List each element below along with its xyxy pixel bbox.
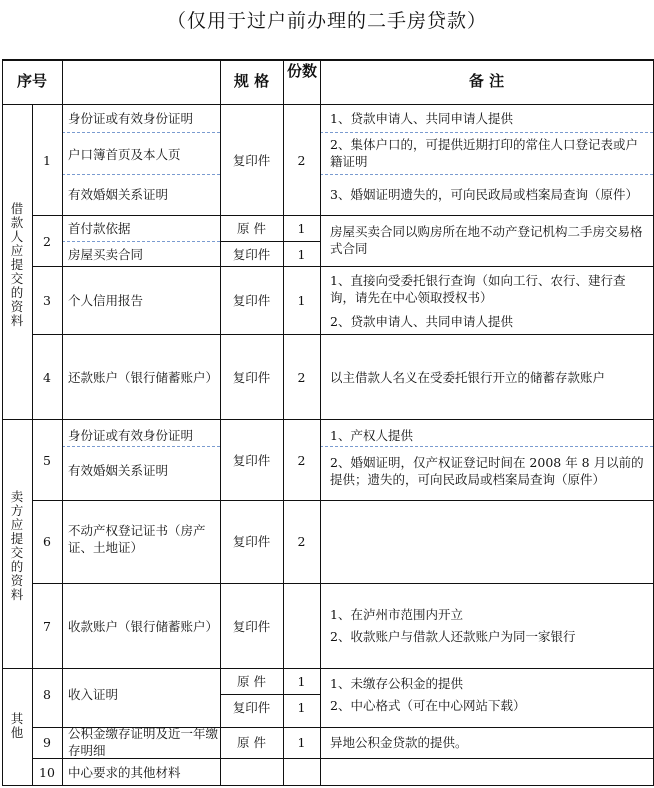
spec-value: 原 件	[237, 221, 266, 236]
count-value: 1	[297, 674, 306, 689]
item-label: 还款账户（银行储蓄账户）	[68, 370, 219, 385]
row-number: 2	[43, 234, 51, 249]
remark-text: 2、收款账户与借款人还款账户为同一家银行	[330, 629, 576, 644]
count-value: 1	[297, 247, 306, 262]
item-label: 户口簿首页及本人页	[68, 147, 181, 162]
item-label: 有效婚姻关系证明	[68, 187, 169, 202]
remark-text: 1、在泸州市范围内开立	[330, 607, 463, 622]
remark-text: 3、婚姻证明遗失的，可向民政局或档案局查询（原件）	[330, 187, 638, 202]
item-label: 房屋买卖合同	[68, 247, 144, 262]
item-label: 个人信用报告	[68, 293, 144, 308]
row-number: 4	[43, 370, 51, 385]
row-number: 10	[39, 765, 55, 780]
remark-text: 异地公积金贷款的提供。	[330, 735, 468, 750]
remark-text: 1、产权人提供	[330, 428, 413, 443]
spec-value: 原 件	[237, 735, 266, 750]
header-seq: 序号	[16, 72, 47, 90]
row-number: 3	[43, 293, 51, 308]
remark-text: 2、集体户口的，可提供近期打印的常住人口登记表或户籍证明	[330, 137, 638, 169]
remark-text: 房屋买卖合同以购房所在地不动产登记机构二手房交易格式合同	[330, 224, 643, 256]
count-value: 2	[297, 153, 306, 168]
page-title: （仅用于过户前办理的二手房贷款）	[166, 10, 487, 32]
count-value: 2	[297, 370, 306, 385]
remark-text: 1、贷款申请人、共同申请人提供	[330, 111, 513, 126]
spec-value: 复印件	[232, 293, 271, 308]
remark-text: 2、中心格式（可在中心网站下载）	[330, 698, 526, 713]
item-label: 不动产权登记证书（房产证、土地证）	[68, 523, 206, 555]
item-label: 身份证或有效身份证明	[68, 111, 194, 126]
spec-value: 复印件	[232, 534, 271, 549]
row-number: 9	[43, 735, 51, 750]
header-spec: 规 格	[233, 72, 270, 90]
count-value: 1	[297, 735, 306, 750]
remark-text: 以主借款人名义在受委托银行开立的储蓄存款账户	[330, 370, 606, 385]
row-number: 7	[43, 619, 51, 634]
spec-value: 复印件	[232, 370, 271, 385]
spec-value: 原 件	[237, 674, 266, 689]
item-label: 身份证或有效身份证明	[68, 428, 194, 443]
spec-value: 复印件	[232, 453, 271, 468]
spec-value: 复印件	[232, 619, 271, 634]
header-remark: 备 注	[468, 72, 505, 90]
spec-value: 复印件	[232, 153, 271, 168]
item-label: 中心要求的其他材料	[68, 765, 181, 780]
count-value: 1	[297, 700, 306, 715]
count-value: 2	[297, 453, 306, 468]
group-other: 其他	[10, 711, 24, 740]
remark-text: 1、未缴存公积金的提供	[330, 676, 463, 691]
spec-value: 复印件	[232, 700, 271, 715]
item-label: 有效婚姻关系证明	[68, 463, 169, 478]
remark-text: 2、婚姻证明，仅产权证登记时间在 2008 年 8 月以前的提供；遗失的，可向民政局或档案局查询（原件）	[330, 455, 644, 487]
row-number: 6	[43, 534, 51, 549]
remark-text: 2、贷款申请人、共同申请人提供	[330, 314, 513, 329]
group-seller: 卖方应提交的资料	[10, 489, 24, 602]
row-number: 1	[43, 153, 51, 168]
row-number: 5	[43, 453, 51, 468]
count-value: 2	[297, 534, 306, 549]
row-number: 8	[43, 687, 51, 702]
count-value: 1	[297, 221, 306, 236]
item-label: 收入证明	[68, 687, 119, 702]
spec-value: 复印件	[232, 247, 271, 262]
item-label: 首付款依据	[68, 221, 131, 236]
item-label: 收款账户（银行储蓄账户）	[68, 619, 219, 634]
remark-text: 1、直接向受委托银行查询（如向工行、农行、建行查询，请先在中心领取授权书）	[330, 273, 626, 305]
group-borrower: 借款人应提交的资料	[10, 201, 24, 328]
count-value: 1	[297, 293, 306, 308]
header-count: 份数	[287, 62, 318, 80]
item-label: 公积金缴存证明及近一年缴存明细	[68, 726, 219, 758]
